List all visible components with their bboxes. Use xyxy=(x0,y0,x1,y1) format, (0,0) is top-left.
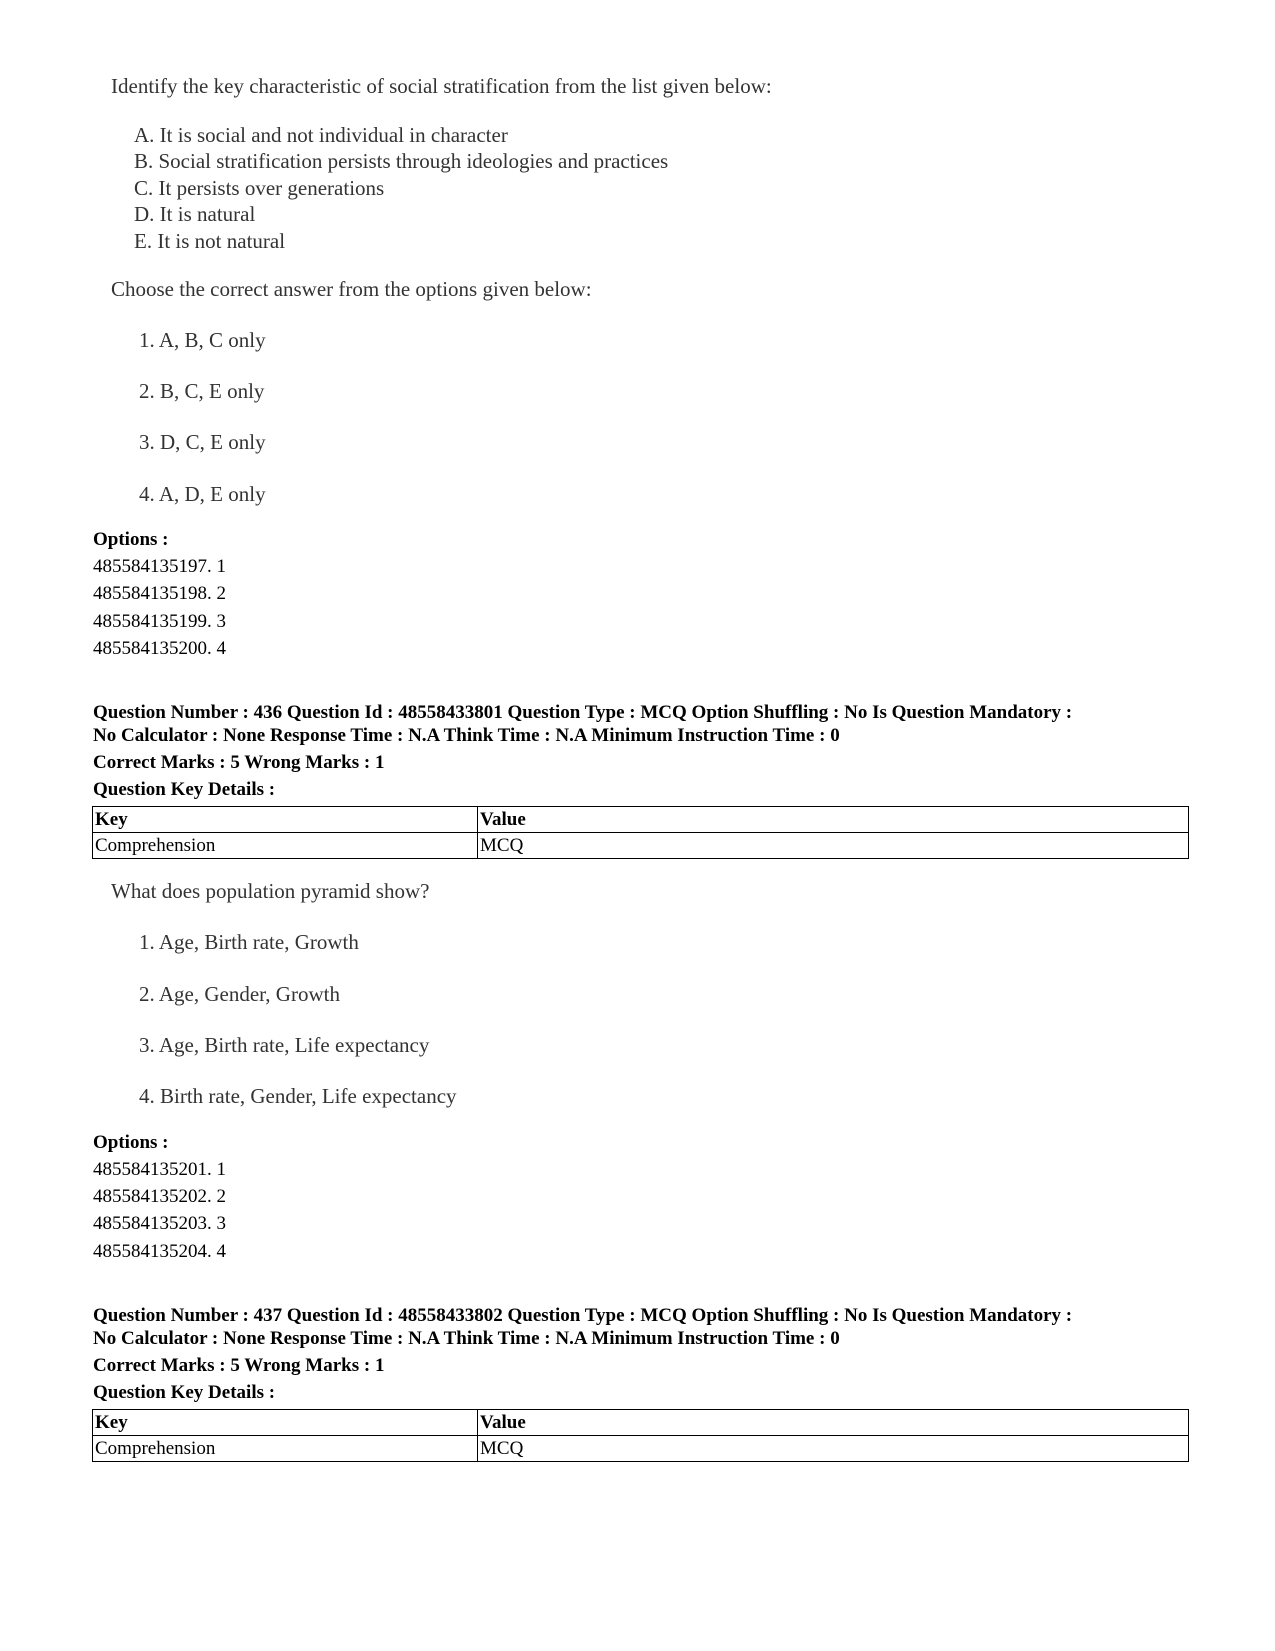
question-stem: What does population pyramid show? xyxy=(111,879,430,903)
statement-a: A. It is social and not individual in character xyxy=(134,123,508,147)
option-id: 485584135203. 3 xyxy=(93,1213,226,1234)
key-details-label: Question Key Details : xyxy=(93,779,276,800)
table-header-key: Key xyxy=(93,1410,478,1436)
option-id: 485584135197. 1 xyxy=(93,556,226,577)
answer-choice: 1. Age, Birth rate, Growth xyxy=(139,930,359,954)
question-marks: Correct Marks : 5 Wrong Marks : 1 xyxy=(93,1355,385,1376)
question-meta-line2: No Calculator : None Response Time : N.A Think Time : N.A Minimum Instruction Time : 0 xyxy=(93,1328,840,1349)
statement-b: B. Social stratification persists through ideologies and practices xyxy=(134,149,669,173)
choose-instruction: Choose the correct answer from the options given below: xyxy=(111,277,592,301)
statement-d: D. It is natural xyxy=(134,202,256,226)
answer-choice: 4. A, D, E only xyxy=(139,482,266,506)
answer-choice: 2. B, C, E only xyxy=(139,379,265,403)
key-details-table xyxy=(92,1409,1189,1462)
question-stem: Identify the key characteristic of social stratification from the list given below: xyxy=(111,74,772,98)
question-meta-line1: Question Number : 437 Question Id : 48558433802 Question Type : MCQ Option Shuffling : No Is Question Mandatory : xyxy=(93,1305,1073,1326)
answer-choice: 1. A, B, C only xyxy=(139,328,266,352)
question-marks: Correct Marks : 5 Wrong Marks : 1 xyxy=(93,752,385,773)
key-details-label: Question Key Details : xyxy=(93,1382,276,1403)
key-details-table xyxy=(92,806,1189,859)
question-meta-line2: No Calculator : None Response Time : N.A Think Time : N.A Minimum Instruction Time : 0 xyxy=(93,725,840,746)
answer-choice: 2. Age, Gender, Growth xyxy=(139,982,340,1006)
table-cell-value: MCQ xyxy=(478,833,1189,859)
table-header-key: Key xyxy=(93,807,478,833)
option-id: 485584135199. 3 xyxy=(93,611,226,632)
option-id: 485584135200. 4 xyxy=(93,638,226,659)
answer-choice: 3. D, C, E only xyxy=(139,430,266,454)
table-cell-key: Comprehension xyxy=(93,833,478,859)
option-id: 485584135202. 2 xyxy=(93,1186,226,1207)
table-header-value: Value xyxy=(478,807,1189,833)
answer-choice: 3. Age, Birth rate, Life expectancy xyxy=(139,1033,430,1057)
option-id: 485584135198. 2 xyxy=(93,583,226,604)
options-label: Options : xyxy=(93,1132,169,1153)
table-header-value: Value xyxy=(478,1410,1189,1436)
table-cell-key: Comprehension xyxy=(93,1436,478,1462)
table-cell-value: MCQ xyxy=(478,1436,1189,1462)
options-label: Options : xyxy=(93,529,169,550)
question-meta-line1: Question Number : 436 Question Id : 48558433801 Question Type : MCQ Option Shuffling : No Is Question Mandatory : xyxy=(93,702,1073,723)
option-id: 485584135201. 1 xyxy=(93,1159,226,1180)
statement-c: C. It persists over generations xyxy=(134,176,385,200)
statement-e: E. It is not natural xyxy=(134,229,286,253)
answer-choice: 4. Birth rate, Gender, Life expectancy xyxy=(139,1084,457,1108)
option-id: 485584135204. 4 xyxy=(93,1241,226,1262)
